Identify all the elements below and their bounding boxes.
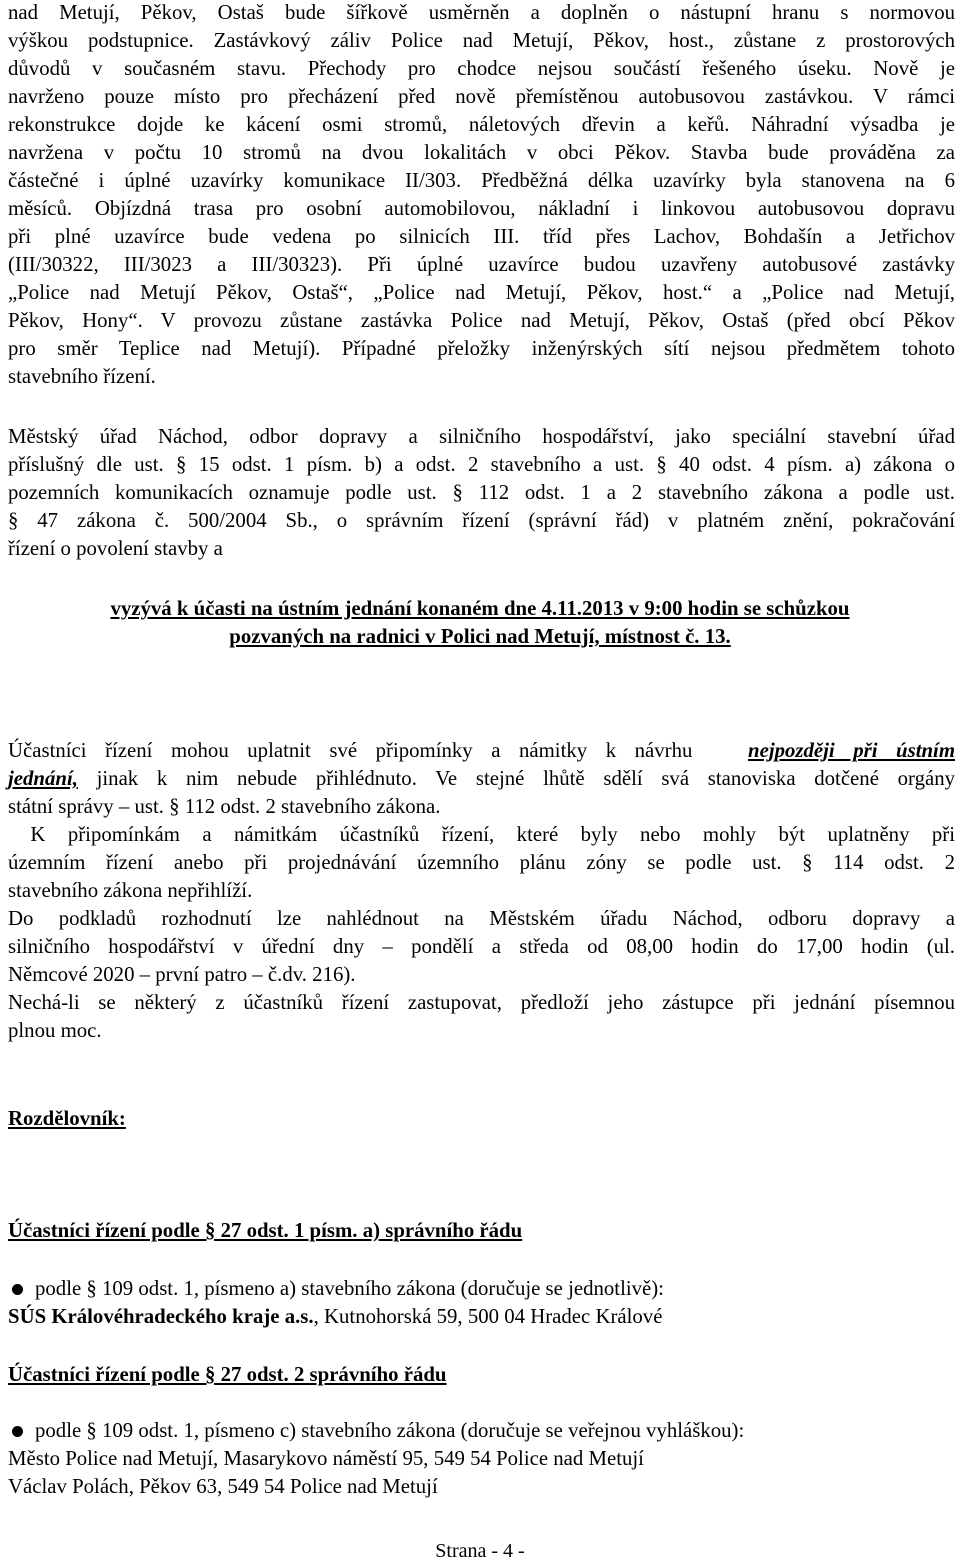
p3-emphasis: nejpozději při ústním xyxy=(748,739,955,762)
p1-line-4: navrženo pouze místo pro přecházení před nově přemístěnou autobusovou zastávkou. V rámci xyxy=(8,85,955,108)
p4-line-3: stavebního zákona nepřihlíží. xyxy=(8,879,253,902)
group1-entry xyxy=(8,1306,662,1329)
p2-line-5: řízení o povolení stavby a xyxy=(8,537,223,560)
p4-line-1: K připomínkám a námitkám účastníků řízení, které byly nebo mohly být uplatněny při xyxy=(8,823,955,846)
group2-bullet-text: podle § 109 odst. 1, písmeno c) stavebního zákona (doručuje se veřejnou vyhláškou): xyxy=(35,1419,745,1442)
distribution-heading: Rozdělovník: xyxy=(8,1107,126,1130)
p1-line-12: Pěkov, Hony“. V provozu zůstane zastávka Police nad Metují, Pěkov, Ostaš (před obcí Pěkov xyxy=(8,309,955,332)
p1-line-6: navržena v počtu 10 stromů na dvou lokalitách v obci Pěkov. Stavba bude prováděna za xyxy=(8,141,955,164)
p4-line-2: územním řízení anebo při projednávání územního plánu zóny se podle ust. § 114 odst. 2 xyxy=(8,851,955,874)
hearing-call-line-2: pozvaných na radnici v Polici nad Metují, místnost č. 13. xyxy=(229,625,731,648)
p3-line-1 xyxy=(8,740,955,763)
group2-heading: Účastníci řízení podle § 27 odst. 2 správního řádu xyxy=(8,1363,447,1386)
hearing-call-line-1: vyzývá k účasti na ústním jednání konaném dne 4.11.2013 v 9:00 hodin se schůzkou xyxy=(110,597,850,620)
p1-line-3: důvodů v současném stavu. Přechody pro chodce nejsou součástí řešeného úseku. Nově je xyxy=(8,57,955,80)
group1-entry-name: SÚS Královéhradeckého kraje a.s. xyxy=(8,1305,314,1328)
p1-line-5: rekonstrukce dojde ke kácení osmi stromů, náletových dřevin a keřů. Náhradní výsadba je xyxy=(8,113,955,136)
group1-bullet-item xyxy=(8,1278,664,1301)
p6-line-2: plnou moc. xyxy=(8,1019,102,1042)
p1-line-11: „Police nad Metují Pěkov, Ostaš“, „Police nad Metují, Pěkov, host.“ a „Police nad Metují, xyxy=(8,281,955,304)
bullet-icon xyxy=(12,1284,23,1295)
group1-entry-address: , Kutnohorská 59, 500 04 Hradec Králové xyxy=(313,1305,663,1328)
p5-line-3: Němcové 2020 – první patro – č.dv. 216). xyxy=(8,963,356,986)
p1-line-8: měsíců. Objízdná trasa pro osobní automobilovou, nákladní i linkovou autobusovou dopravu xyxy=(8,197,955,220)
page-number: Strana - 4 - xyxy=(435,1540,525,1562)
group1-heading: Účastníci řízení podle § 27 odst. 1 písm. a) správního řádu xyxy=(8,1219,523,1242)
p3-emphasis-2: jednání, xyxy=(8,767,78,790)
p3-text: Účastníci řízení mohou uplatnit své připomínky a námitky k návrhu xyxy=(8,739,693,762)
bullet-icon xyxy=(12,1426,23,1437)
p1-line-2: výškou podstupnice. Zastávkový záliv Police nad Metují, Pěkov, host., zůstane z prostorových xyxy=(8,29,955,52)
group1-bullet-text: podle § 109 odst. 1, písmeno a) stavebního zákona (doručuje se jednotlivě): xyxy=(35,1277,664,1300)
group2-entry-1: Město Police nad Metují, Masarykovo náměstí 95, 549 54 Police nad Metují xyxy=(8,1447,644,1470)
p1-line-10: (III/30322, III/3023 a III/30323). Při úplné uzavírce budou uzavřeny autobusové zastávky xyxy=(8,253,955,276)
p1-line-9: při plné uzavírce bude vedena po silnicích III. tříd přes Lachov, Bohdašín a Jetřichov xyxy=(8,225,955,248)
p3-text-2: jinak k nim nebude přihlédnuto. Ve stejné lhůtě sdělí svá stanoviska dotčené orgány xyxy=(77,767,955,790)
p1-line-14: stavebního řízení. xyxy=(8,365,156,388)
p2-line-3: pozemních komunikacích oznamuje podle ust. § 112 odst. 1 a 2 stavebního zákona a podle ust. xyxy=(8,481,955,504)
p6-line-1: Nechá-li se některý z účastníků řízení zastupovat, předloží jeho zástupce při jednání písemnou xyxy=(8,991,955,1014)
p1-line-13: pro směr Teplice nad Metují). Případné přeložky inženýrských sítí nejsou předmětem tohoto xyxy=(8,337,955,360)
p1-line-7: částečné i úplné uzavírky komunikace II/303. Předběžná délka uzavírky byla stanovena na 6 xyxy=(8,169,955,192)
group2-bullet-item xyxy=(8,1420,744,1443)
p1-line-1: nad Metují, Pěkov, Ostaš bude šířkově usměrněn a doplněn o nástupní hranu s normovou xyxy=(8,1,955,24)
p2-line-4: § 47 zákona č. 500/2004 Sb., o správním řízení (správní řád) v platném znění, pokračování xyxy=(8,509,955,532)
group2-entry-2: Václav Polách, Pěkov 63, 549 54 Police nad Metují xyxy=(8,1475,438,1498)
p3-line-3: státní správy – ust. § 112 odst. 2 stavebního zákona. xyxy=(8,795,441,818)
p2-line-2: příslušný dle ust. § 15 odst. 1 písm. b) a odst. 2 stavebního a ust. § 40 odst. 4 písm. a) zákona o xyxy=(8,453,955,476)
p5-line-1: Do podkladů rozhodnutí lze nahlédnout na Městském úřadu Náchod, odboru dopravy a xyxy=(8,907,955,930)
p3-line-2 xyxy=(8,768,955,791)
p2-line-1: Městský úřad Náchod, odbor dopravy a silničního hospodářství, jako speciální stavební úřad xyxy=(8,425,955,448)
p5-line-2: silničního hospodářství v úřední dny – pondělí a středa od 08,00 hodin do 17,00 hodin (ul. xyxy=(8,935,955,958)
